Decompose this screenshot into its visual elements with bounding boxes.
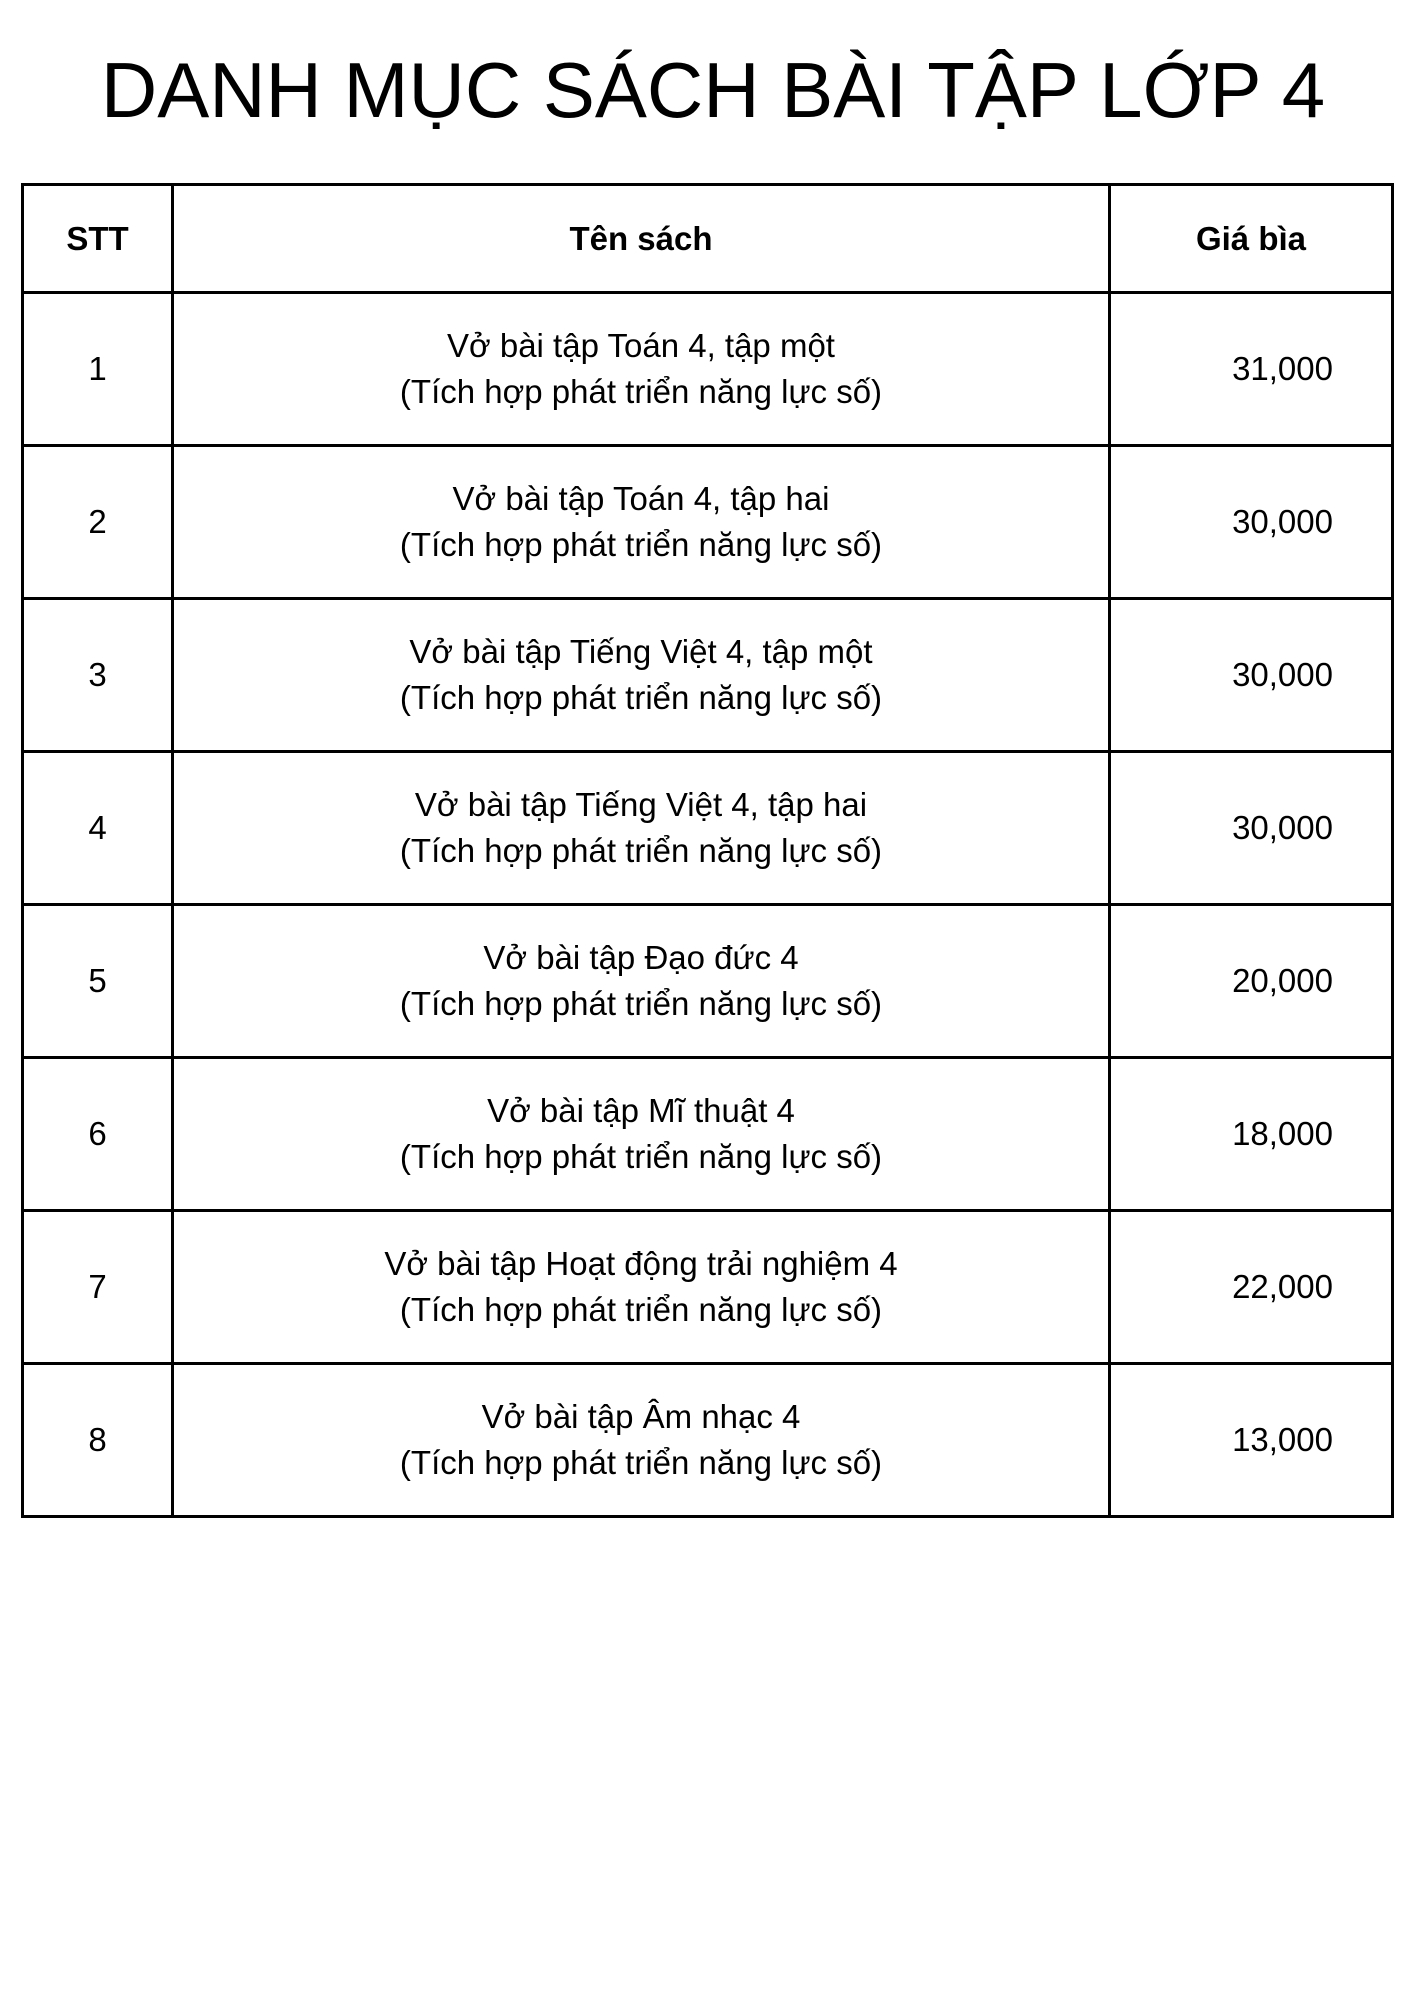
book-note: (Tích hợp phát triển năng lực số) bbox=[399, 526, 883, 563]
row-stt: 1 bbox=[23, 293, 173, 446]
book-title: Vở bài tập Toán 4, tập một bbox=[447, 327, 835, 364]
row-stt: 2 bbox=[23, 446, 173, 599]
row-book-name bbox=[173, 1058, 1110, 1211]
book-note: (Tích hợp phát triển năng lực số) bbox=[399, 832, 883, 869]
header-stt: STT bbox=[23, 185, 173, 293]
row-price: 31,000 bbox=[1110, 293, 1393, 446]
row-price: 18,000 bbox=[1110, 1058, 1393, 1211]
book-list-table bbox=[21, 183, 1394, 1518]
row-book-name bbox=[173, 293, 1110, 446]
row-stt: 7 bbox=[23, 1211, 173, 1364]
table-row bbox=[23, 905, 1393, 1058]
table-row bbox=[23, 1058, 1393, 1211]
book-title: Vở bài tập Tiếng Việt 4, tập hai bbox=[414, 786, 868, 823]
table-header-row bbox=[23, 185, 1393, 293]
book-note: (Tích hợp phát triển năng lực số) bbox=[399, 1291, 883, 1328]
table-row bbox=[23, 446, 1393, 599]
row-book-name bbox=[173, 599, 1110, 752]
book-title: Vở bài tập Mĩ thuật 4 bbox=[487, 1092, 795, 1129]
book-note: (Tích hợp phát triển năng lực số) bbox=[399, 1138, 883, 1175]
row-stt: 8 bbox=[23, 1364, 173, 1517]
book-note: (Tích hợp phát triển năng lực số) bbox=[399, 373, 883, 410]
row-stt: 4 bbox=[23, 752, 173, 905]
book-title: Vở bài tập Tiếng Việt 4, tập một bbox=[409, 633, 873, 670]
table-row bbox=[23, 599, 1393, 752]
row-price: 30,000 bbox=[1110, 752, 1393, 905]
header-book-name: Tên sách bbox=[173, 185, 1110, 293]
row-stt: 6 bbox=[23, 1058, 173, 1211]
book-note: (Tích hợp phát triển năng lực số) bbox=[399, 679, 883, 716]
row-price: 13,000 bbox=[1110, 1364, 1393, 1517]
row-price: 20,000 bbox=[1110, 905, 1393, 1058]
row-price: 30,000 bbox=[1110, 599, 1393, 752]
row-book-name bbox=[173, 752, 1110, 905]
table-row bbox=[23, 752, 1393, 905]
row-book-name bbox=[173, 1211, 1110, 1364]
row-book-name bbox=[173, 1364, 1110, 1517]
table-row bbox=[23, 293, 1393, 446]
row-stt: 5 bbox=[23, 905, 173, 1058]
row-stt: 3 bbox=[23, 599, 173, 752]
page-title: DANH MỤC SÁCH BÀI TẬP LỚP 4 bbox=[100, 46, 1326, 134]
table-row bbox=[23, 1364, 1393, 1517]
table-row bbox=[23, 1211, 1393, 1364]
book-note: (Tích hợp phát triển năng lực số) bbox=[399, 985, 883, 1022]
book-title: Vở bài tập Toán 4, tập hai bbox=[452, 480, 830, 517]
row-price: 22,000 bbox=[1110, 1211, 1393, 1364]
book-title: Vở bài tập Đạo đức 4 bbox=[483, 939, 799, 976]
book-title: Vở bài tập Hoạt động trải nghiệm 4 bbox=[384, 1245, 898, 1282]
row-book-name bbox=[173, 905, 1110, 1058]
row-price: 30,000 bbox=[1110, 446, 1393, 599]
book-title: Vở bài tập Âm nhạc 4 bbox=[481, 1398, 801, 1435]
book-note: (Tích hợp phát triển năng lực số) bbox=[399, 1444, 883, 1481]
row-book-name bbox=[173, 446, 1110, 599]
header-cover-price: Giá bìa bbox=[1110, 185, 1393, 293]
